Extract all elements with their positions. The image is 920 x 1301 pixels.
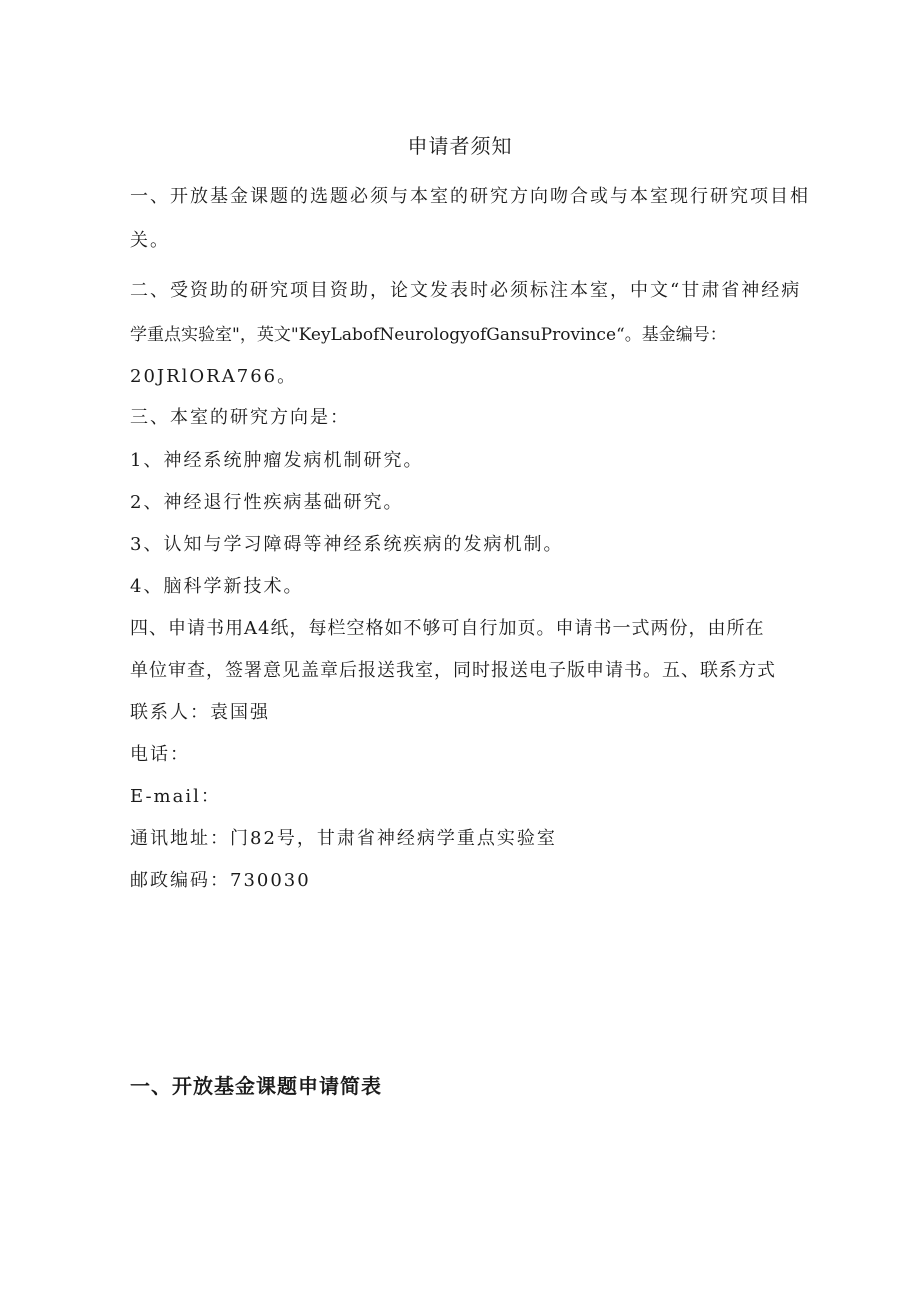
direction-item: 1、神经系统肿瘤发病机制研究。 [130, 450, 424, 471]
contact-address: 通讯地址：门82号，甘肃省神经病学重点实验室 [130, 828, 557, 849]
item2-line1: 二、受资助的研究项目资助，论文发表时必须标注本室，中文“甘肃省神经病 [130, 280, 802, 301]
item2-line3: 20JRlORA766。 [130, 366, 298, 387]
item4-line2: 单位审查，签署意见盖章后报送我室，同时报送电子版申请书。五、联系方式 [130, 660, 776, 681]
direction-item: 2、神经退行性疾病基础研究。 [130, 492, 404, 513]
contact-postcode: 邮政编码：730030 [130, 870, 311, 891]
page-title: 申请者须知 [407, 134, 513, 158]
section-heading: 一、开放基金课题申请简表 [130, 1074, 382, 1098]
contact-person: 联系人：袁国强 [130, 702, 270, 723]
item2-line2: 学重点实验室"，英文"KeyLabofNeurologyofGansuProvince“。基金编号： [130, 325, 727, 345]
item3-heading: 三、本室的研究方向是： [130, 407, 350, 428]
direction-item: 4、脑科学新技术。 [130, 576, 304, 597]
item1-line1: 一、开放基金课题的选题必须与本室的研究方向吻合或与本室现行研究项目相 [130, 186, 810, 207]
contact-phone: 电话： [130, 744, 190, 765]
direction-item: 3、认知与学习障碍等神经系统疾病的发病机制。 [130, 534, 564, 555]
item4-line1: 四、申请书用A4纸，每栏空格如不够可自行加页。申请书一式两份，由所在 [130, 618, 765, 639]
contact-email: E-mail： [130, 786, 221, 807]
item1-line2: 关。 [130, 230, 170, 251]
